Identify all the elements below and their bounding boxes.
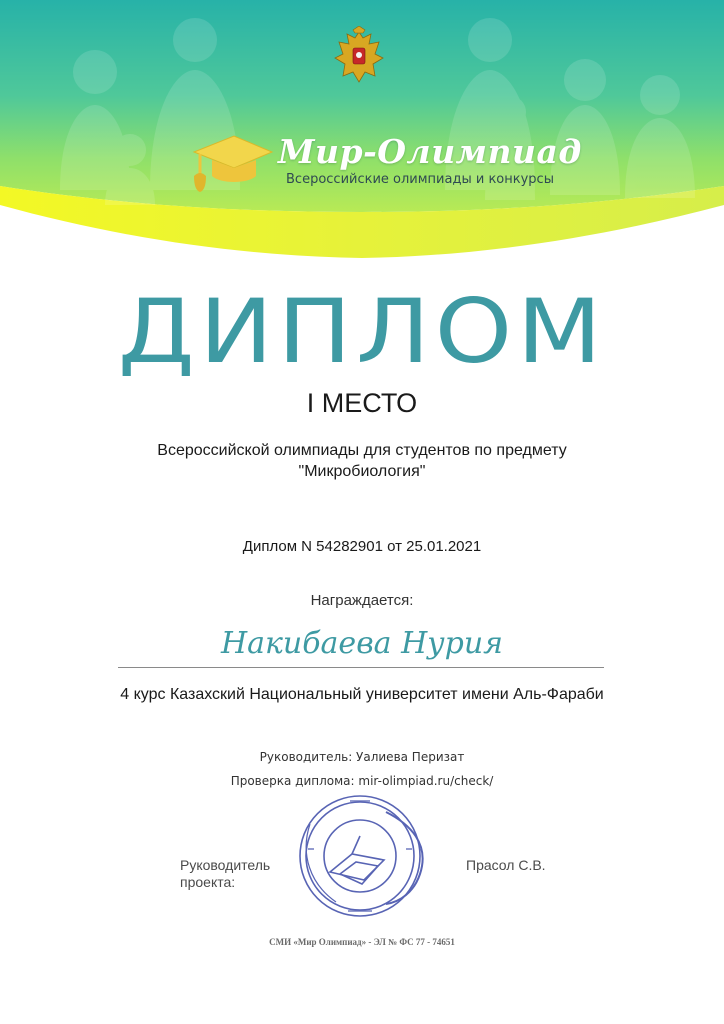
- footer-registration: СМИ «Мир Олимпиад» - ЭЛ № ФС 77 - 74651: [269, 937, 455, 947]
- diploma-title: ДИПЛОМ: [117, 280, 607, 383]
- project-leader-label-line-2: проекта:: [180, 874, 236, 890]
- olympiad-subject: "Микробиология": [298, 463, 426, 480]
- russia-coat-of-arms-icon: [333, 26, 385, 84]
- logo: [190, 128, 582, 198]
- awarded-label: Награждается:: [310, 592, 414, 609]
- graduation-cap-icon: [190, 130, 274, 196]
- logo-subtitle: Всероссийские олимпиады и конкурсы: [286, 172, 554, 187]
- seal-stamp-icon: [290, 784, 438, 922]
- place-text: I МЕСТО: [306, 388, 418, 418]
- institution-text: 4 курс Казахский Национальный университет имени Аль-Фараби: [120, 686, 604, 703]
- olympiad-line-1: Всероссийской олимпиады для студентов по предмету: [157, 442, 567, 459]
- name-underline: [118, 667, 604, 668]
- project-leader-label: [180, 857, 280, 891]
- logo-title: Мир-Олимпиад: [278, 132, 582, 171]
- diploma-number: Диплом N 54282901 от 25.01.2021: [242, 538, 482, 555]
- recipient-name: Накибаева Нурия: [220, 626, 504, 661]
- olympiad-description: [0, 440, 724, 482]
- project-leader-label-line-1: Руководитель: [180, 857, 271, 873]
- signer-name: Прасол С.В.: [466, 857, 546, 873]
- leader-text: Руководитель: Уалиева Перизат: [259, 750, 465, 764]
- check-link-text: Проверка диплома: mir-olimpiad.ru/check/: [230, 774, 494, 788]
